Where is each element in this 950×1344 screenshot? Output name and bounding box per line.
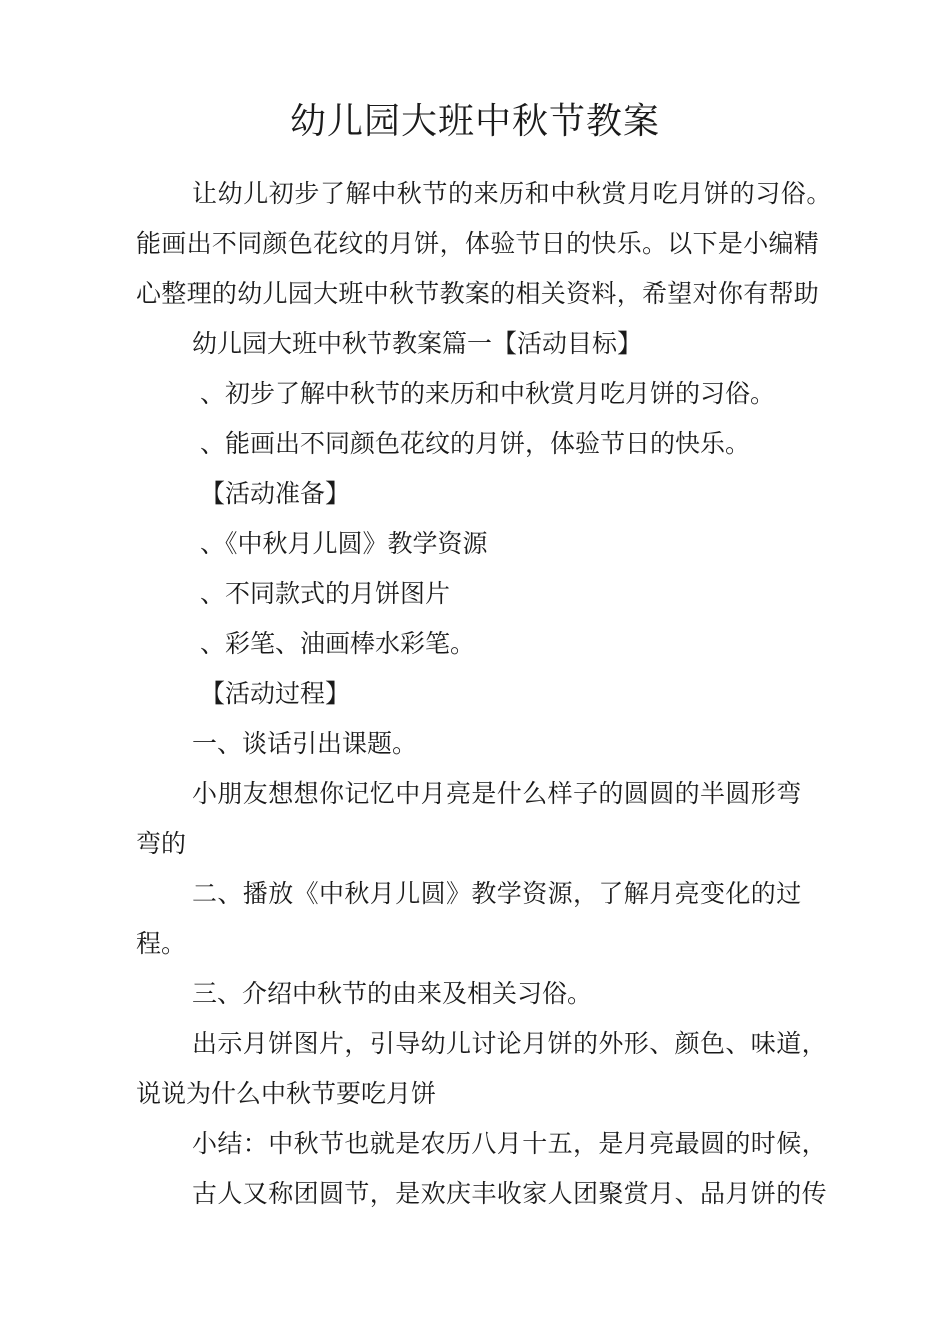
section-heading: 【活动准备】	[200, 479, 351, 508]
paragraph-line: 能画出不同颜色花纹的月饼，体验节日的快乐。以下是小编精	[136, 229, 820, 258]
paragraph-line: 心整理的幼儿园大班中秋节教案的相关资料，希望对你有帮助	[136, 279, 820, 308]
list-item: 、彩笔、油画棒水彩笔。	[200, 629, 476, 658]
paragraph-line: 出示月饼图片，引导幼儿讨论月饼的外形、颜色、味道，	[192, 1029, 828, 1058]
paragraph-line: 二、播放《中秋月儿圆》教学资源，了解月亮变化的过	[192, 879, 802, 908]
list-item: 、不同款式的月饼图片	[200, 579, 451, 608]
section-heading: 【活动过程】	[200, 679, 351, 708]
paragraph-line: 说说为什么中秋节要吃月饼	[136, 1079, 437, 1108]
paragraph-line: 三、介绍中秋节的由来及相关习俗。	[192, 979, 593, 1008]
paragraph-line: 让幼儿初步了解中秋节的来历和中秋赏月吃月饼的习俗。	[192, 179, 833, 208]
paragraph-line: 一、谈话引出课题。	[192, 729, 418, 758]
paragraph-line: 弯的	[136, 829, 187, 858]
list-item: 、初步了解中秋节的来历和中秋赏月吃月饼的习俗。	[200, 379, 776, 408]
list-item: 、《中秋月儿圆》教学资源	[200, 529, 488, 558]
paragraph-line: 古人又称团圆节，是欢庆丰收家人团聚赏月、品月饼的传	[192, 1179, 828, 1208]
paragraph-line: 程。	[136, 929, 187, 958]
document-title: 幼儿园大班中秋节教案	[289, 101, 660, 142]
paragraph-line: 小结：中秋节也就是农历八月十五，是月亮最圆的时候，	[192, 1129, 828, 1158]
list-item: 、能画出不同颜色花纹的月饼，体验节日的快乐。	[200, 429, 751, 458]
paragraph-line: 小朋友想想你记忆中月亮是什么样子的圆圆的半圆形弯	[192, 779, 802, 808]
section-heading: 幼儿园大班中秋节教案篇一【活动目标】	[192, 329, 643, 358]
